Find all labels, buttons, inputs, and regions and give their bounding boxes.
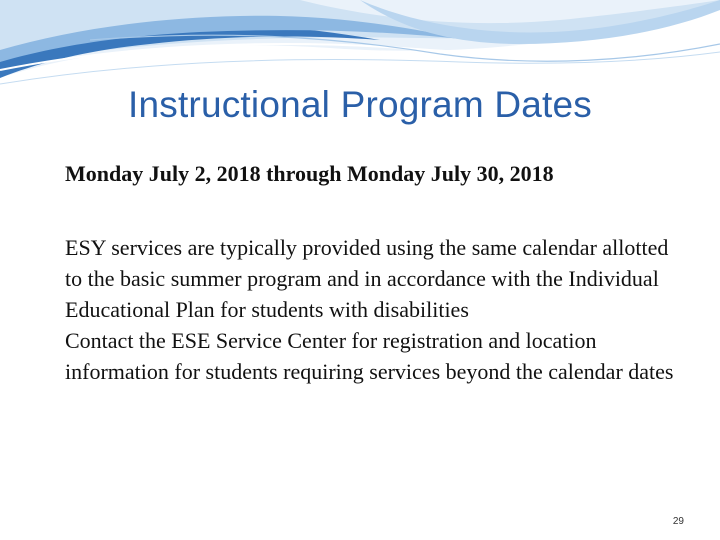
slide-body	[44, 158, 684, 387]
bullet-text: Contact the ESE Service Center for registration and location information for students requiring services beyond the calendar dates	[65, 328, 674, 384]
wave-line-3	[0, 52, 720, 84]
bullet-item-contact	[44, 325, 684, 387]
slide-title: Instructional Program Dates	[128, 84, 592, 125]
bullet-item-esy	[44, 232, 684, 325]
bullet-text: Monday July 2, 2018 through Monday July 30, 2018	[65, 161, 554, 186]
page-number: 29	[672, 516, 684, 527]
bullet-item-dates	[44, 158, 684, 190]
bullet-text: ESY services are typically provided using the same calendar allotted to the basic summer program and in accordance with the Individual Educational Plan for students with disabilities	[65, 235, 669, 322]
header-wave-decoration	[0, 0, 720, 90]
